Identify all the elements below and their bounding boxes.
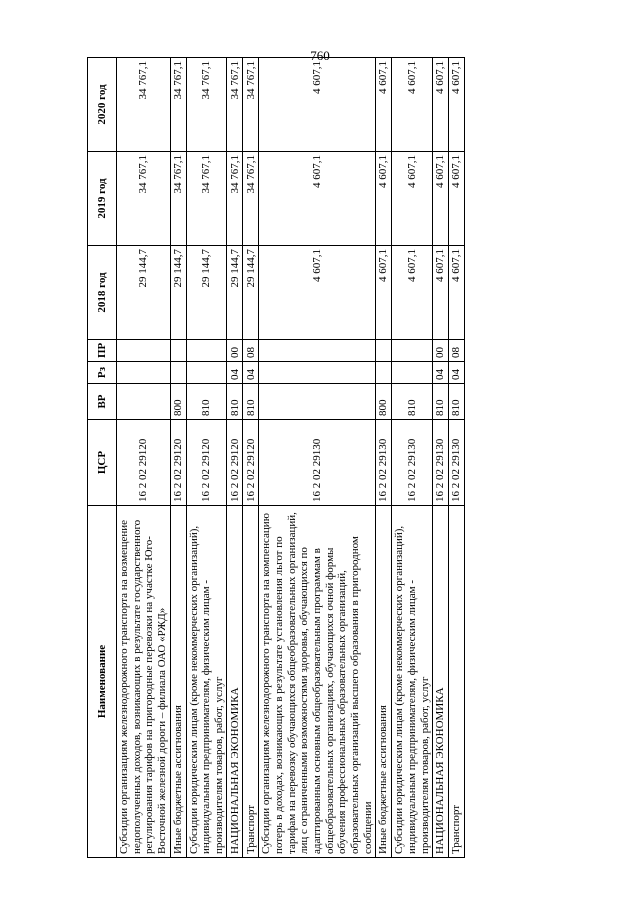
cell-name: Субсидии организациям железнодорожного транспорта на возмещение недополученных доходов, возникающих в результате государственного регулирования тарифов на пригородные перевозки на участке Юго-Восточной железной дороги – филиала ОАО «РЖД» (117, 506, 171, 858)
cell-rz (186, 362, 227, 384)
cell-vr: 810 (433, 384, 449, 420)
budget-table-container (87, 58, 547, 858)
cell-name: Транспорт (449, 506, 465, 858)
cell-vr (259, 384, 376, 420)
cell-2018: 29 144,7 (117, 246, 171, 340)
cell-pr (259, 340, 376, 362)
cell-csr: 16 2 02 29130 (449, 420, 465, 506)
cell-pr (186, 340, 227, 362)
cell-2019: 34 767,1 (227, 152, 243, 246)
cell-pr: 08 (449, 340, 465, 362)
cell-vr (117, 384, 171, 420)
cell-2020: 4 607,1 (433, 58, 449, 152)
cell-pr (392, 340, 433, 362)
cell-vr: 810 (392, 384, 433, 420)
cell-2019: 4 607,1 (449, 152, 465, 246)
cell-pr (170, 340, 186, 362)
cell-2018: 4 607,1 (392, 246, 433, 340)
table-row (433, 58, 449, 858)
table-row (376, 58, 392, 858)
cell-rz (117, 362, 171, 384)
cell-2020: 4 607,1 (392, 58, 433, 152)
cell-csr: 16 2 02 29120 (227, 420, 243, 506)
header-rz: Рз (88, 362, 117, 384)
header-pr: ПР (88, 340, 117, 362)
cell-rz: 04 (243, 362, 259, 384)
cell-name: НАЦИОНАЛЬНАЯ ЭКОНОМИКА (433, 506, 449, 858)
cell-2019: 34 767,1 (243, 152, 259, 246)
table-row (243, 58, 259, 858)
cell-2018: 4 607,1 (259, 246, 376, 340)
cell-name: Субсидии юридическим лицам (кроме некоммерческих организаций), индивидуальным предпринимателям, физическим лицам - производителям товаров, работ, услуг (392, 506, 433, 858)
cell-2018: 29 144,7 (170, 246, 186, 340)
cell-pr (376, 340, 392, 362)
cell-2019: 4 607,1 (392, 152, 433, 246)
header-name: Наименование (88, 506, 117, 858)
budget-table (87, 57, 465, 858)
cell-name: Транспорт (243, 506, 259, 858)
cell-pr: 00 (227, 340, 243, 362)
cell-vr: 800 (170, 384, 186, 420)
cell-2020: 34 767,1 (117, 58, 171, 152)
cell-2020: 34 767,1 (170, 58, 186, 152)
cell-2018: 29 144,7 (227, 246, 243, 340)
cell-2020: 4 607,1 (376, 58, 392, 152)
table-row (259, 58, 376, 858)
cell-2020: 4 607,1 (449, 58, 465, 152)
cell-vr: 810 (449, 384, 465, 420)
rotated-page-content (87, 58, 547, 858)
cell-name: Субсидии организациям железнодорожного транспорта на компенсацию потерь в доходах, возникающих в результате установления льгот по тарифам на перевозку обучающихся общеобразовательных организаций, лиц с ограниченными возможностями здоровья, обучающихся по адаптированным основным общеобразовательным программам в общеобразовательных организациях, обучающихся очной формы обучения профессиональных образовательных организаций, образовательных организаций высшего образования в пригородном сообщении (259, 506, 376, 858)
cell-2018: 4 607,1 (433, 246, 449, 340)
cell-2018: 29 144,7 (243, 246, 259, 340)
cell-2019: 34 767,1 (117, 152, 171, 246)
cell-csr: 16 2 02 29130 (392, 420, 433, 506)
cell-csr: 16 2 02 29120 (186, 420, 227, 506)
table-header-row (88, 58, 117, 858)
cell-pr: 08 (243, 340, 259, 362)
cell-rz (392, 362, 433, 384)
table-row (186, 58, 227, 858)
cell-2019: 34 767,1 (186, 152, 227, 246)
cell-2018: 4 607,1 (376, 246, 392, 340)
cell-csr: 16 2 02 29120 (117, 420, 171, 506)
cell-2019: 4 607,1 (376, 152, 392, 246)
cell-rz: 04 (227, 362, 243, 384)
cell-rz: 04 (433, 362, 449, 384)
cell-vr: 810 (243, 384, 259, 420)
table-row (392, 58, 433, 858)
cell-2019: 4 607,1 (433, 152, 449, 246)
cell-rz (259, 362, 376, 384)
cell-csr: 16 2 02 29120 (243, 420, 259, 506)
header-vr: ВР (88, 384, 117, 420)
table-row (449, 58, 465, 858)
cell-vr: 810 (186, 384, 227, 420)
header-2019: 2019 год (88, 152, 117, 246)
cell-2019: 4 607,1 (259, 152, 376, 246)
cell-csr: 16 2 02 29130 (259, 420, 376, 506)
cell-name: НАЦИОНАЛЬНАЯ ЭКОНОМИКА (227, 506, 243, 858)
header-2020: 2020 год (88, 58, 117, 152)
header-csr: ЦСР (88, 420, 117, 506)
cell-vr: 810 (227, 384, 243, 420)
table-row (227, 58, 243, 858)
cell-csr: 16 2 02 29130 (376, 420, 392, 506)
cell-2020: 34 767,1 (243, 58, 259, 152)
cell-rz: 04 (449, 362, 465, 384)
cell-2020: 34 767,1 (227, 58, 243, 152)
table-row (170, 58, 186, 858)
page-number: 760 (310, 48, 330, 63)
cell-csr: 16 2 02 29120 (170, 420, 186, 506)
cell-pr: 00 (433, 340, 449, 362)
cell-pr (117, 340, 171, 362)
header-2018: 2018 год (88, 246, 117, 340)
cell-name: Иные бюджетные ассигнования (170, 506, 186, 858)
cell-rz (376, 362, 392, 384)
cell-vr: 800 (376, 384, 392, 420)
cell-name: Субсидии юридическим лицам (кроме некоммерческих организаций), индивидуальным предпринимателям, физическим лицам - производителям товаров, работ, услуг (186, 506, 227, 858)
table-row (117, 58, 171, 858)
cell-2018: 29 144,7 (186, 246, 227, 340)
cell-2019: 34 767,1 (170, 152, 186, 246)
cell-2018: 4 607,1 (449, 246, 465, 340)
cell-csr: 16 2 02 29130 (433, 420, 449, 506)
cell-name: Иные бюджетные ассигнования (376, 506, 392, 858)
cell-2020: 34 767,1 (186, 58, 227, 152)
cell-2020: 4 607,1 (259, 58, 376, 152)
cell-rz (170, 362, 186, 384)
